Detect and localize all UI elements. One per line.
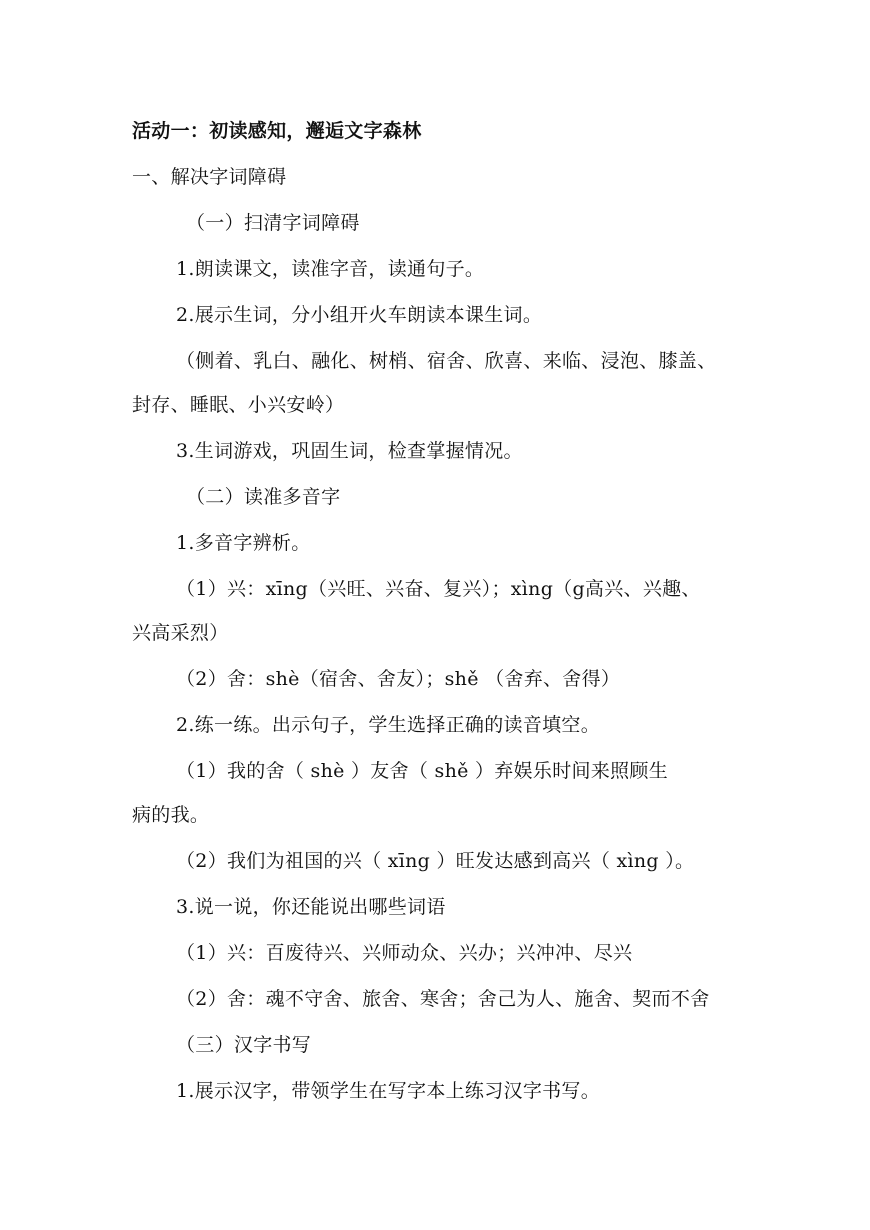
exercise-line: （2）我们为祖国的兴（ xīng ）旺发达感到高兴（ xìng ）。 [176,850,695,872]
list-item: 2.练一练。出示句子，学生选择正确的读音填空。 [176,714,601,736]
exercise-line: 病的我。 [132,804,210,826]
list-item: 1.多音字辨析。 [176,532,311,554]
polyphone-line: （2）舍：shè（宿舍、舍友）；shě （舍弃、舍得） [176,668,621,690]
polyphone-line: 兴高采烈） [132,622,229,644]
subsection-title: （二）读准多音字 [186,486,341,508]
list-item: 2.展示生词，分小组开火车朗读本课生词。 [176,304,543,326]
list-item: 3.说一说，你还能说出哪些词语 [176,896,446,918]
activity-heading: 活动一：初读感知，邂逅文字森林 [132,120,422,142]
list-item: 3.生词游戏，巩固生词，检查掌握情况。 [176,440,523,462]
list-item: 1.朗读课文，读准字音，读通句子。 [176,258,485,280]
polyphone-line: （1）兴：xīng（兴旺、兴奋、复兴）；xìng（g高兴、兴趣、 [176,578,701,600]
subsection-title: （三）汉字书写 [176,1034,312,1056]
word-list-line: 封存、睡眠、小兴安岭） [132,394,345,416]
word-example-line: （1）兴：百废待兴、兴师动众、兴办；兴冲冲、尽兴 [176,942,633,964]
word-example-line: （2）舍：魂不守舍、旅舍、寒舍；舍己为人、施舍、契而不舍 [176,988,710,1010]
word-list-line: （侧着、乳白、融化、树梢、宿舍、欣喜、来临、浸泡、膝盖、 [176,350,717,372]
subsection-title: （一）扫清字词障碍 [186,212,360,234]
section-title: 一、解决字词障碍 [132,166,287,188]
exercise-line: （1）我的舍（ shè ）友舍（ shě ）弃娱乐时间来照顾生 [176,760,669,782]
list-item: 1.展示汉字，带领学生在写字本上练习汉字书写。 [176,1080,601,1102]
